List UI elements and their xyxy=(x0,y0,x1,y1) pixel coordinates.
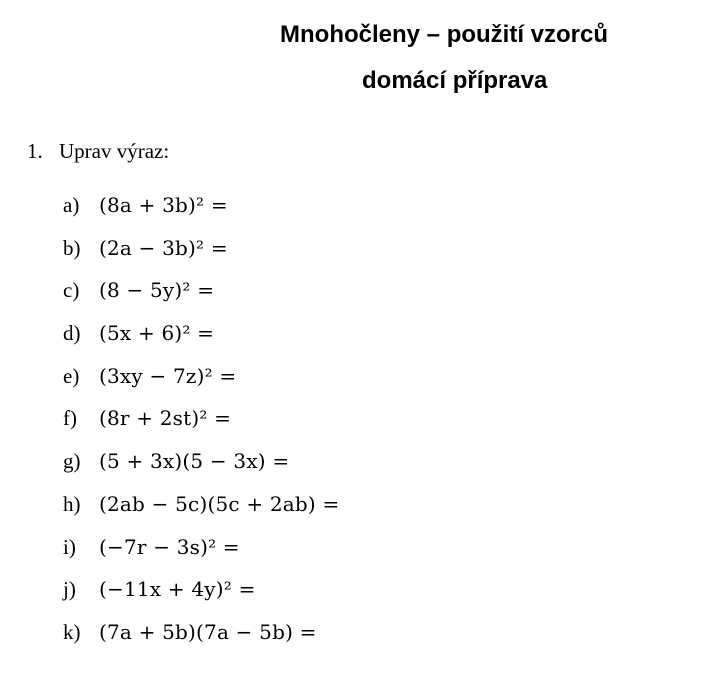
exercise-expression: (5 + 3x)(5 − 3x) = xyxy=(99,449,290,474)
exercise-item xyxy=(63,318,339,361)
exercise-letter: b) xyxy=(63,235,81,260)
exercise-letter: h) xyxy=(63,491,81,516)
exercise-expression: (8r + 2st)² = xyxy=(99,406,232,431)
exercise-expression: (7a + 5b)(7a − 5b) = xyxy=(99,619,317,644)
exercise-expression: (5x + 6)² = xyxy=(99,321,215,346)
task-heading xyxy=(27,137,169,165)
exercise-item xyxy=(63,532,339,575)
exercise-expression: (3xy − 7z)² = xyxy=(99,363,237,388)
exercise-expression: (−11x + 4y)² = xyxy=(99,577,256,602)
exercise-letter: j) xyxy=(63,577,76,602)
exercise-item xyxy=(63,275,339,318)
exercise-expression: (2a − 3b)² = xyxy=(99,235,228,260)
exercise-expression: (2ab − 5c)(5c + 2ab) = xyxy=(99,491,340,516)
exercise-item xyxy=(63,617,339,660)
exercise-item xyxy=(63,489,339,532)
exercise-letter: e) xyxy=(63,363,80,388)
exercise-expression: (8 − 5y)² = xyxy=(99,278,215,303)
exercise-letter: i) xyxy=(63,534,76,559)
exercise-item xyxy=(63,574,339,617)
exercise-list xyxy=(63,190,339,660)
task-number: 1. xyxy=(27,139,43,163)
exercise-letter: d) xyxy=(63,321,81,346)
exercise-letter: k) xyxy=(63,619,81,644)
exercise-letter: a) xyxy=(63,193,80,217)
exercise-letter: f) xyxy=(63,406,77,431)
page-subtitle: domácí příprava xyxy=(362,67,548,94)
exercise-letter: g) xyxy=(63,449,81,474)
task-instruction: Uprav výraz: xyxy=(59,139,170,163)
exercise-item xyxy=(63,190,339,233)
exercise-letter: c) xyxy=(63,278,80,303)
exercise-expression: (−7r − 3s)² = xyxy=(99,534,240,559)
page-title: Mnohočleny – použití vzorců xyxy=(280,21,609,48)
exercise-item xyxy=(63,446,339,489)
exercise-item xyxy=(63,403,339,446)
exercise-expression: (8a + 3b)² = xyxy=(99,193,228,217)
exercise-item xyxy=(63,361,339,404)
exercise-item xyxy=(63,233,339,276)
